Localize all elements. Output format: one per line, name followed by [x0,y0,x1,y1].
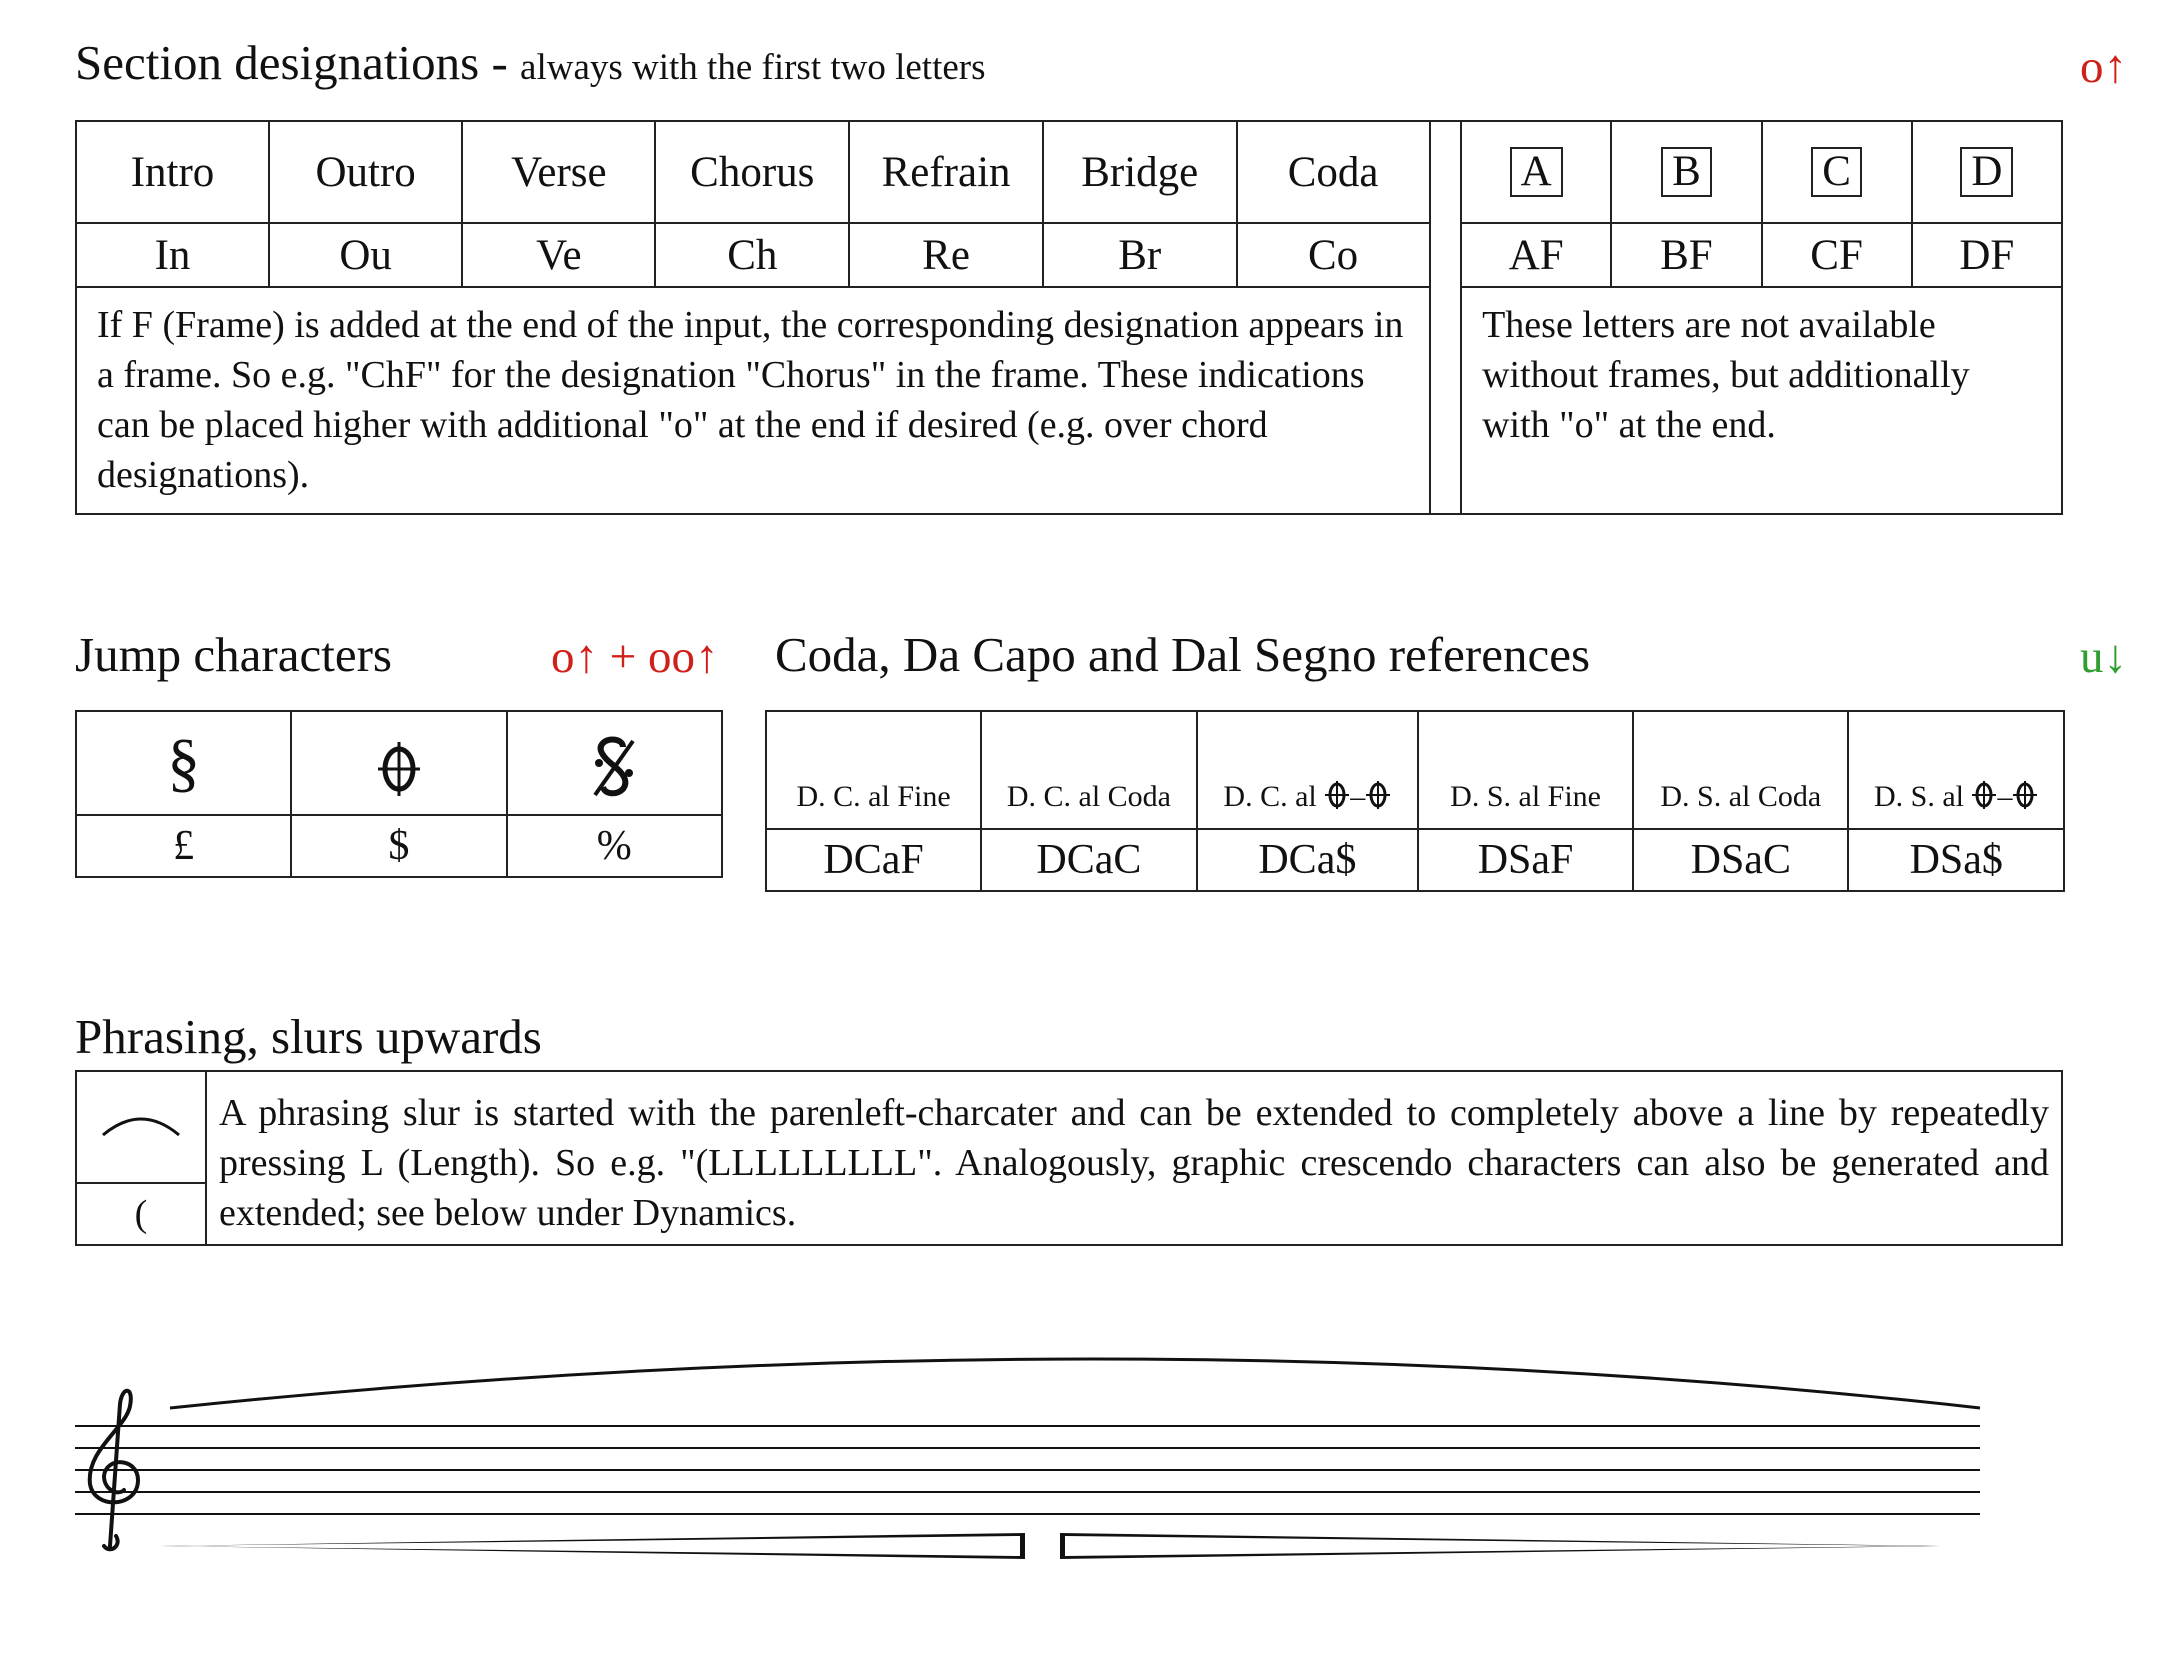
refs-shortcut: u↓ [2080,631,2127,683]
ref-label: D. S. al Fine [1418,711,1633,829]
phrasing-code: ( [76,1183,206,1245]
section-code: Br [1043,223,1237,287]
coda-cell [291,711,506,815]
phrasing-table [75,1070,2063,1246]
letter-cell [1461,121,1611,223]
section-code: In [76,223,269,287]
letter-frame: B [1661,147,1712,197]
ref-label-text: D. S. al [1873,780,1964,813]
staff-example [60,1340,2000,1580]
long-slur [170,1359,1980,1408]
section-name: Refrain [849,121,1043,223]
jump-code: £ [76,815,291,877]
coda-icon [376,738,422,800]
section-name: Outro [269,121,462,223]
jump-code: % [507,815,722,877]
section-sign-icon: § [167,726,201,799]
letter-cell [1611,121,1761,223]
coda-icon [1971,780,1997,810]
section-name: Intro [76,121,269,223]
ref-dash: – [1350,780,1366,813]
section-code: Ch [655,223,849,287]
ref-code: DSa$ [1848,829,2064,891]
ref-label-text: D. C. al [1223,780,1317,813]
letter-cell [1762,121,1912,223]
phrasing-title: Phrasing, slurs upwards [75,1009,542,1064]
phrasing-text: A phrasing slur is started with the parenleft-charcater and can be extended to completely above a line by repeatedly pressing L (Length). So e.g. "(LLLLLLLLL". Analogously, graphic crescendo characters can also be generated and extended; see below under Dynamics. [206,1071,2062,1245]
coda-icon [1324,780,1350,810]
ref-label: D. S. al Coda [1633,711,1848,829]
jump-title: Jump characters [75,627,392,682]
segno-cell [507,711,722,815]
section-subtitle: always with the first two letters [520,47,986,88]
ref-code: DCaC [981,829,1196,891]
jump-code: $ [291,815,506,877]
letter-cell [1912,121,2062,223]
section-gap [1430,121,1461,514]
section-code: Co [1237,223,1430,287]
refs-title: Coda, Da Capo and Dal Segno references [775,627,1591,682]
coda-icon [1365,780,1391,810]
jump-table [75,710,723,878]
section-code: Ve [462,223,655,287]
letter-frame: C [1811,147,1862,197]
section-shortcut: o↑ [2080,41,2127,93]
section-table [75,120,2063,515]
jump-shortcut: o↑ + oo↑ [551,631,719,683]
coda-icon [2012,780,2038,810]
ref-label: D. C. al Fine [766,711,981,829]
section-note-left: If F (Frame) is added at the end of the input, the corresponding designation appears in a frame. So e.g. "ChF" for the designation "Chorus" in the frame. These indications can be placed higher with additional "o" at the end if desired (e.g. over chord designations). [76,287,1430,514]
section-name: Bridge [1043,121,1237,223]
section-title-main: Section designations - [75,35,521,90]
slur-icon [99,1109,183,1139]
ref-code: DSaF [1418,829,1633,891]
letter-frame: D [1960,147,2013,197]
letter-code: DF [1912,223,2062,287]
refs-table [765,710,2065,892]
section-note-right: These letters are not available without frames, but additionally with "o" at the end. [1461,287,2062,514]
letter-frame: A [1510,147,1563,197]
letter-code: BF [1611,223,1761,287]
section-code: Ou [269,223,462,287]
ref-label-coda [1848,711,2064,829]
slur-symbol-cell [76,1071,206,1183]
section-name: Coda [1237,121,1430,223]
section-name: Chorus [655,121,849,223]
segno-section-cell [76,711,291,815]
segno-icon [589,735,639,801]
letter-code: CF [1762,223,1912,287]
ref-label-coda [1197,711,1418,829]
ref-label: D. C. al Coda [981,711,1196,829]
letter-code: AF [1461,223,1611,287]
ref-dash: – [1997,780,2013,813]
section-title [75,34,986,91]
ref-code: DCaF [766,829,981,891]
ref-code: DCa$ [1197,829,1418,891]
ref-code: DSaC [1633,829,1848,891]
section-code: Re [849,223,1043,287]
section-name: Verse [462,121,655,223]
staff-lines [75,1426,1980,1514]
